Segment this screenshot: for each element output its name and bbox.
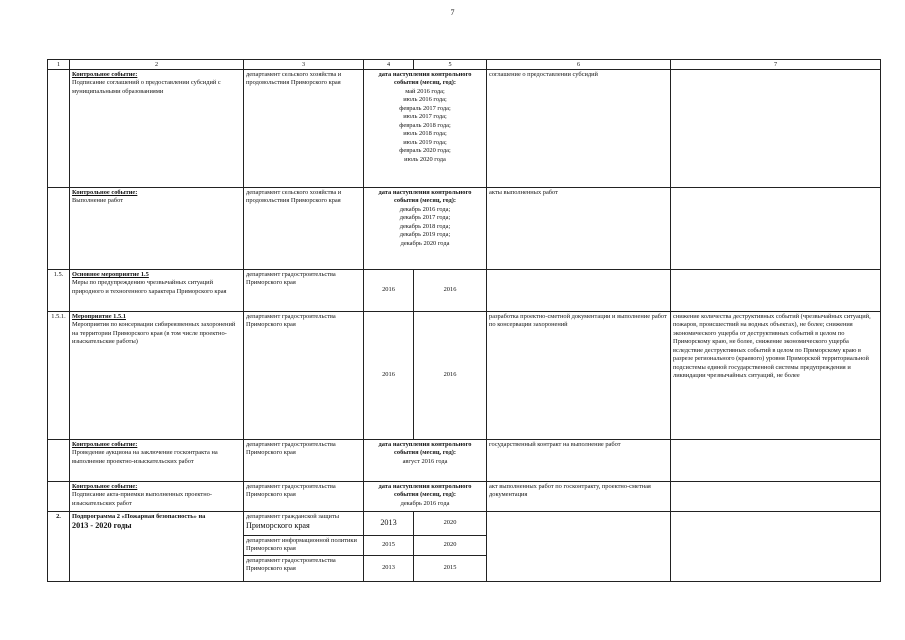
- period-line: июль 2019 года;: [403, 138, 447, 146]
- row-executor: департамент градостроительства Приморского края: [244, 555, 364, 581]
- row-title: Мероприятие 1.5.1: [72, 313, 126, 320]
- row-result: [487, 270, 671, 312]
- period-line: август 2016 года: [402, 457, 448, 465]
- header-row: [48, 60, 881, 70]
- period-line: май 2016 года;: [405, 87, 445, 95]
- row-title: Контрольное событие:: [72, 441, 138, 448]
- period-lines: [366, 206, 484, 248]
- row-executor: департамент градостроительства Приморского края: [244, 482, 364, 512]
- row-number: [48, 70, 70, 188]
- table-row: [48, 482, 881, 512]
- period-line: декабрь 2016 года: [400, 499, 450, 507]
- row-indicator: [671, 188, 881, 270]
- period-line: декабрь 2016 года;: [399, 205, 451, 213]
- row-period: [364, 440, 487, 482]
- row-start: 2015: [364, 536, 414, 556]
- row-end: 2016: [414, 270, 487, 312]
- row-title: Контрольное событие:: [72, 71, 138, 78]
- row-desc: Подписание акта-приемки выполненных проектно-изыскательских работ: [72, 491, 212, 507]
- row-number: 1.5.: [48, 270, 70, 312]
- header-cell: 1: [48, 60, 70, 70]
- period-line: декабрь 2017 года;: [399, 214, 451, 222]
- row-end: 2015: [414, 555, 487, 581]
- row-description: [70, 512, 244, 582]
- row-description: [70, 312, 244, 440]
- row-number: 2.: [48, 512, 70, 582]
- period-line: декабрь 2019 года;: [399, 231, 451, 239]
- row-title-years: 2013 - 2020 годы: [72, 521, 132, 531]
- row-end: 2016: [414, 312, 487, 440]
- row-indicator: [671, 512, 881, 582]
- period-line: июль 2016 года;: [403, 96, 447, 104]
- table-row: [48, 440, 881, 482]
- period-lines: [366, 458, 484, 466]
- header-cell: 4: [364, 60, 414, 70]
- row-desc: Меры по предупреждению чрезвычайных ситуаций природного и техногенного характера Приморского края: [72, 279, 227, 295]
- row-executor: департамент информационной политики Приморского края: [244, 536, 364, 556]
- table-row: [48, 512, 881, 536]
- period-head: дата наступления контрольного события (месяц, год):: [378, 71, 472, 87]
- row-end: 2020: [414, 536, 487, 556]
- row-desc: Проведение аукциона на заключение госконтракта на выполнение проектно-изыскательских работ: [72, 449, 218, 465]
- period-line: февраль 2020 года;: [399, 147, 451, 155]
- row-executor: департамент градостроительства Приморского края: [244, 440, 364, 482]
- row-start: 2016: [364, 270, 414, 312]
- header-cell: 5: [414, 60, 487, 70]
- header-cell: 6: [487, 60, 671, 70]
- row-executor: департамент сельского хозяйства и продовольствия Приморского края: [244, 188, 364, 270]
- row-indicator: снижение количества деструктивных событий (чрезвычайных ситуаций, пожаров, происшествий на водных объектах), не более; снижения экономического ущерба от деструктивных событий в целом по Приморскому краю, не более, снижение экономического ущерба вследствие деструктивных событий в целом по Приморскому краю в разрезе регионального (краевого) уровня Приморской территориальной подсистемы единой государственной системы предупреждения и ликвидации чрезвычайных ситуаций, не более: [671, 312, 881, 440]
- program-table: [47, 59, 881, 582]
- row-number: [48, 188, 70, 270]
- header-cell: 7: [671, 60, 881, 70]
- row-executor: департамент градостроительства Приморского края: [244, 270, 364, 312]
- row-title: Основное мероприятие 1.5: [72, 271, 149, 278]
- row-desc: Мероприятия по консервации сибиреязвенных захоронений на территории Приморского края (в том числе проектно-изыскательские работы): [72, 321, 236, 346]
- row-number: [48, 440, 70, 482]
- row-period: [364, 482, 487, 512]
- row-desc: Подписание соглашений о предоставлении субсидий с муниципальными образованиями: [72, 79, 221, 95]
- period-line: июль 2018 года;: [403, 130, 447, 138]
- row-start: 2013: [364, 512, 414, 536]
- header-cell: 3: [244, 60, 364, 70]
- table-row: [48, 70, 881, 188]
- row-description: [70, 482, 244, 512]
- row-number: 1.5.1.: [48, 312, 70, 440]
- row-end: 2020: [414, 512, 487, 536]
- period-line: декабрь 2020 года: [400, 239, 450, 247]
- row-result: акты выполненных работ: [487, 188, 671, 270]
- row-title: Контрольное событие:: [72, 189, 138, 196]
- row-description: [70, 270, 244, 312]
- row-start: 2013: [364, 555, 414, 581]
- row-executor: департамент градостроительства Приморского края: [244, 312, 364, 440]
- row-result: акт выполненных работ по госконтракту, проектно-сметная документация: [487, 482, 671, 512]
- row-executor: [244, 512, 364, 536]
- period-line: июль 2017 года;: [403, 113, 447, 121]
- period-head: дата наступления контрольного события (месяц, год):: [378, 483, 472, 499]
- period-line: декабрь 2018 года;: [399, 222, 451, 230]
- row-title: Контрольное событие:: [72, 483, 138, 490]
- row-desc: Выполнение работ: [72, 197, 123, 205]
- row-indicator: [671, 482, 881, 512]
- table-row: [48, 188, 881, 270]
- row-description: [70, 188, 244, 270]
- row-start: 2016: [364, 312, 414, 440]
- page-number: 7: [450, 8, 455, 17]
- row-description: [70, 70, 244, 188]
- period-lines: [366, 88, 484, 164]
- table-row: [48, 270, 881, 312]
- period-lines: [366, 500, 484, 508]
- table-row: [48, 312, 881, 440]
- executor-line: департамент гражданской защиты: [246, 513, 340, 520]
- period-head: дата наступления контрольного события (месяц, год):: [378, 189, 472, 205]
- period-line: февраль 2017 года;: [399, 104, 451, 112]
- row-executor: департамент сельского хозяйства и продовольствия Приморского края: [244, 70, 364, 188]
- row-indicator: [671, 440, 881, 482]
- row-result: разработка проектно-сметной документации и выполнение работ по консервации захоронений: [487, 312, 671, 440]
- row-description: [70, 440, 244, 482]
- period-head: дата наступления контрольного события (месяц, год):: [378, 441, 472, 457]
- row-indicator: [671, 270, 881, 312]
- row-result: соглашение о предоставлении субсидий: [487, 70, 671, 188]
- period-line: февраль 2018 года;: [399, 121, 451, 129]
- executor-line: Приморского края: [246, 521, 310, 531]
- row-period: [364, 188, 487, 270]
- row-title: Подпрограмма 2 «Пожарная безопасность» на: [72, 513, 206, 520]
- period-line: июль 2020 года: [404, 155, 446, 163]
- row-period: [364, 70, 487, 188]
- header-cell: 2: [70, 60, 244, 70]
- row-result: [487, 512, 671, 582]
- row-indicator: [671, 70, 881, 188]
- row-number: [48, 482, 70, 512]
- row-result: государственный контракт на выполнение работ: [487, 440, 671, 482]
